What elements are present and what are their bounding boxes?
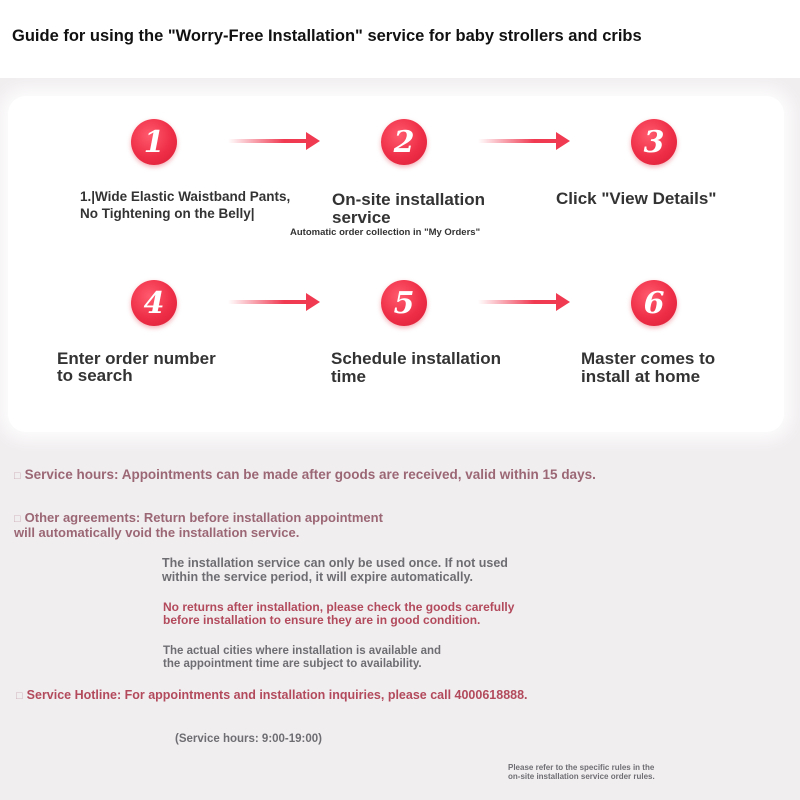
hotline-hours-text: (Service hours: 9:00-19:00) (175, 733, 323, 745)
no-returns-text: No returns after installation, please check the goods carefully before installation to ensure they are in good condition. (163, 600, 515, 627)
bullet-icon: □ (14, 470, 21, 482)
service-hours-text: □ Service hours: Appointments can be made after goods are received, valid within 15 days. (14, 467, 596, 482)
step-5-label: Schedule installation time (331, 349, 502, 386)
right-arrow-icon (228, 293, 320, 311)
step-1-number-icon: 1 (131, 119, 177, 165)
once-only-text: The installation service can only be used once. If not used within the service period, it will expire automatically. (162, 556, 508, 584)
bullet-icon: □ (14, 513, 21, 525)
cities-text: The actual cities where installation is available and the appointment time are subject to availability. (163, 645, 442, 670)
step-6-label: Master comes to install at home (581, 349, 716, 386)
step-4-label: Enter order number to search (57, 349, 216, 385)
step-2-number-icon: 2 (381, 119, 427, 165)
page-title: Guide for using the "Worry-Free Installation" service for baby strollers and cribs (12, 27, 642, 45)
right-arrow-icon (478, 293, 570, 311)
service-hotline-text: □ Service Hotline: For appointments and installation inquiries, please call 4000618888. (16, 688, 528, 702)
step-6-number-icon: 6 (631, 280, 677, 326)
right-arrow-icon (228, 132, 320, 150)
step-5-number-icon: 5 (381, 280, 427, 326)
step-2-label: On-site installation service (332, 190, 486, 227)
step-1-label: 1.|Wide Elastic Waistband Pants, No Tightening on the Belly| (80, 189, 291, 221)
step-2-note: Automatic order collection in "My Orders" (290, 227, 481, 238)
step-4-number-icon: 4 (131, 280, 177, 326)
step-3-number-icon: 3 (631, 119, 677, 165)
right-arrow-icon (478, 132, 570, 150)
step-3-label: Click "View Details" (556, 189, 717, 208)
bullet-icon: □ (16, 690, 23, 702)
other-agreements-text: □ Other agreements: Return before installation appointment will automatically void the installation service. (14, 510, 383, 540)
footnote-text: Please refer to the specific rules in the on-site installation service order rules. (508, 763, 655, 781)
